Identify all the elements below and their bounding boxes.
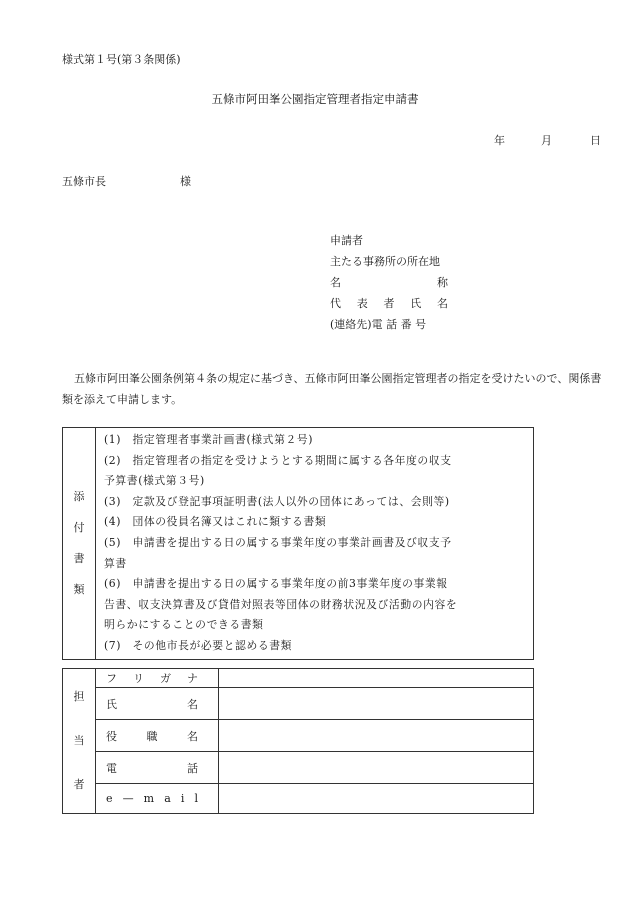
applicant-contact-label: (連絡先)電 話 番 号: [330, 318, 427, 331]
attachment-item: (2) 指定管理者の指定を受けようとする期間に属する各年度の収支: [104, 453, 452, 467]
applicant-heading: 申請者: [330, 234, 363, 247]
addressee-name: 五條市長: [62, 175, 106, 188]
furigana-label: フ リ ガ ナ: [96, 669, 219, 688]
date-year-label: 年: [494, 134, 505, 147]
attachment-item: (5) 申請書を提出する日の属する事業年度の事業計画書及び収支予: [104, 535, 452, 549]
date-day-label: 日: [590, 134, 601, 147]
addressee-honorific: 様: [180, 175, 191, 188]
phone-field[interactable]: [219, 752, 534, 784]
attachment-item: (7) その他市長が必要と認める書類: [104, 638, 293, 652]
email-field[interactable]: [219, 784, 534, 814]
name-label: 氏 名: [96, 688, 219, 720]
attachments-list: [96, 428, 534, 660]
applicant-address-label: 主たる事務所の所在地: [330, 255, 440, 268]
applicant-name-label: 名 称: [330, 276, 448, 289]
attachment-item: (4) 団体の役員名簿又はこれに類する書類: [104, 515, 327, 529]
furigana-field[interactable]: [219, 669, 534, 688]
applicant-block: [330, 230, 448, 335]
contact-side-label: 担 当 者: [63, 669, 96, 814]
attachment-item: (3) 定款及び登記事項証明書(法人以外の団体にあっては、会則等): [104, 494, 450, 508]
position-field[interactable]: [219, 720, 534, 752]
application-statement: 五條市阿田峯公園条例第４条の規定に基づき、五條市阿田峯公園指定管理者の指定を受けたいので、関係書類を添えて申請します。: [62, 372, 602, 406]
attachments-table: [62, 427, 534, 660]
email-label: e — m a i l: [96, 784, 219, 814]
attachment-item: (6) 申請書を提出する日の属する事業年度の前3事業年度の事業報: [104, 577, 448, 591]
applicant-representative-label: 代 表 者 氏 名: [330, 297, 448, 310]
attachment-item: 明らかにすることのできる書類: [104, 618, 264, 632]
form-number: 様式第１号(第３条関係): [62, 53, 181, 66]
attachments-side-label: 添 付 書 類: [63, 428, 96, 660]
document-title: 五條市阿田峯公園指定管理者指定申請書: [211, 92, 419, 106]
position-label: 役 職 名: [96, 720, 219, 752]
contact-person-table: [62, 668, 534, 814]
attachment-item: (1) 指定管理者事業計画書(様式第２号): [104, 433, 314, 446]
attachment-item: 告書、収支決算書及び貸借対照表等団体の財務状況及び活動の内容を: [104, 597, 458, 611]
attachment-item: 予算書(様式第３号): [104, 474, 205, 488]
phone-label: 電 話: [96, 752, 219, 784]
name-field[interactable]: [219, 688, 534, 720]
attachment-item: 算書: [104, 556, 127, 570]
date-month-label: 月: [541, 134, 552, 147]
